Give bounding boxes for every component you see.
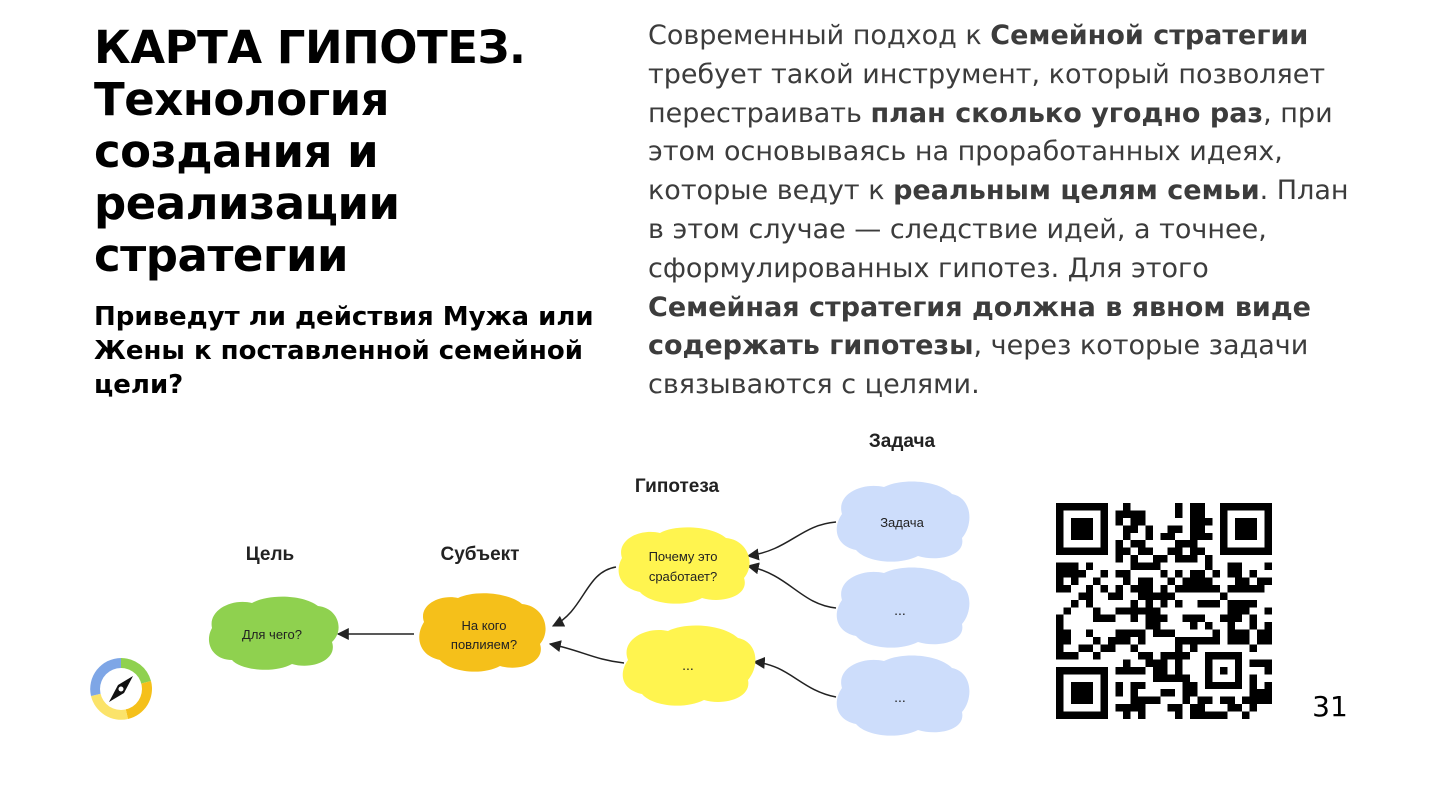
arrow-task1-to-hypothesis1	[748, 522, 836, 556]
title-line: реализации	[94, 177, 400, 230]
title-line: КАРТА ГИПОТЕЗ.	[94, 21, 526, 74]
qr-code-icon	[1056, 503, 1272, 719]
node-hypothesis-1	[619, 527, 750, 603]
title-line: стратегии	[94, 229, 349, 282]
subtitle-line: цели?	[94, 370, 184, 400]
body-bold-text: Семейной стратегии	[990, 20, 1309, 51]
body-bold-text: содержать гипотезы	[648, 330, 974, 362]
node-task-3	[837, 656, 970, 736]
node-task-2	[837, 568, 970, 648]
arrow-hypothesis1-to-subject	[553, 567, 616, 626]
header-subject: Субъект	[440, 544, 520, 565]
body-text: , при	[1263, 97, 1333, 129]
subtitle-line: Приведут ли действия Мужа или	[94, 302, 594, 332]
header-task: Задача	[868, 431, 936, 452]
body-text: связываются с целями.	[648, 369, 980, 401]
body-text: сформулированных гипотез. Для этого	[648, 252, 1209, 284]
compass-logo-icon	[88, 656, 154, 722]
body-text: в этом случае — следствие идей, а точнее,	[648, 213, 1267, 245]
body-text: . План	[1259, 175, 1349, 207]
arrow-task3-to-hypothesis2	[754, 662, 836, 697]
node-subject	[419, 593, 545, 671]
body-bold-text: план сколько угодно раз	[870, 97, 1264, 129]
node-subject-text: повлияем?	[450, 637, 518, 652]
body-text: этом основываясь на проработанных идеях,	[648, 136, 1283, 168]
header-goal: Цель	[245, 544, 295, 565]
arrow-task2-to-hypothesis1	[748, 566, 836, 608]
node-goal-text: Для чего?	[242, 627, 302, 642]
node-hypothesis-text: ...	[682, 657, 694, 673]
arrow-hypothesis2-to-subject	[550, 644, 624, 663]
page-number: 31	[1312, 690, 1348, 723]
body-text: перестраивать	[648, 97, 871, 129]
body-text: , через которые задачи	[973, 330, 1309, 362]
node-hypothesis-2	[623, 626, 756, 706]
body-text: Современный подход к	[648, 20, 991, 51]
body-bold-text: Семейная стратегия должна в явном виде	[648, 291, 1311, 323]
title-line: Технология	[94, 73, 390, 126]
node-goal	[209, 597, 339, 670]
body-bold-text: реальным целям семьи	[893, 175, 1260, 207]
body-text: требует такой инструмент, который позволяет	[648, 58, 1326, 90]
node-hypothesis-text: Почему это	[648, 549, 718, 564]
node-task-text: ...	[894, 689, 906, 705]
node-task-text: Задача	[880, 515, 924, 530]
subtitle-line: Жены к поставленной семейной	[94, 336, 583, 366]
node-task-1	[837, 482, 970, 562]
node-hypothesis-text: сработает?	[648, 569, 718, 584]
node-task-text: ...	[894, 602, 906, 618]
node-subject-text: На кого	[461, 618, 507, 633]
body-text: которые ведут к	[648, 175, 894, 207]
header-hypothesis: Гипотеза	[634, 476, 720, 497]
title-line: создания и	[94, 125, 379, 178]
